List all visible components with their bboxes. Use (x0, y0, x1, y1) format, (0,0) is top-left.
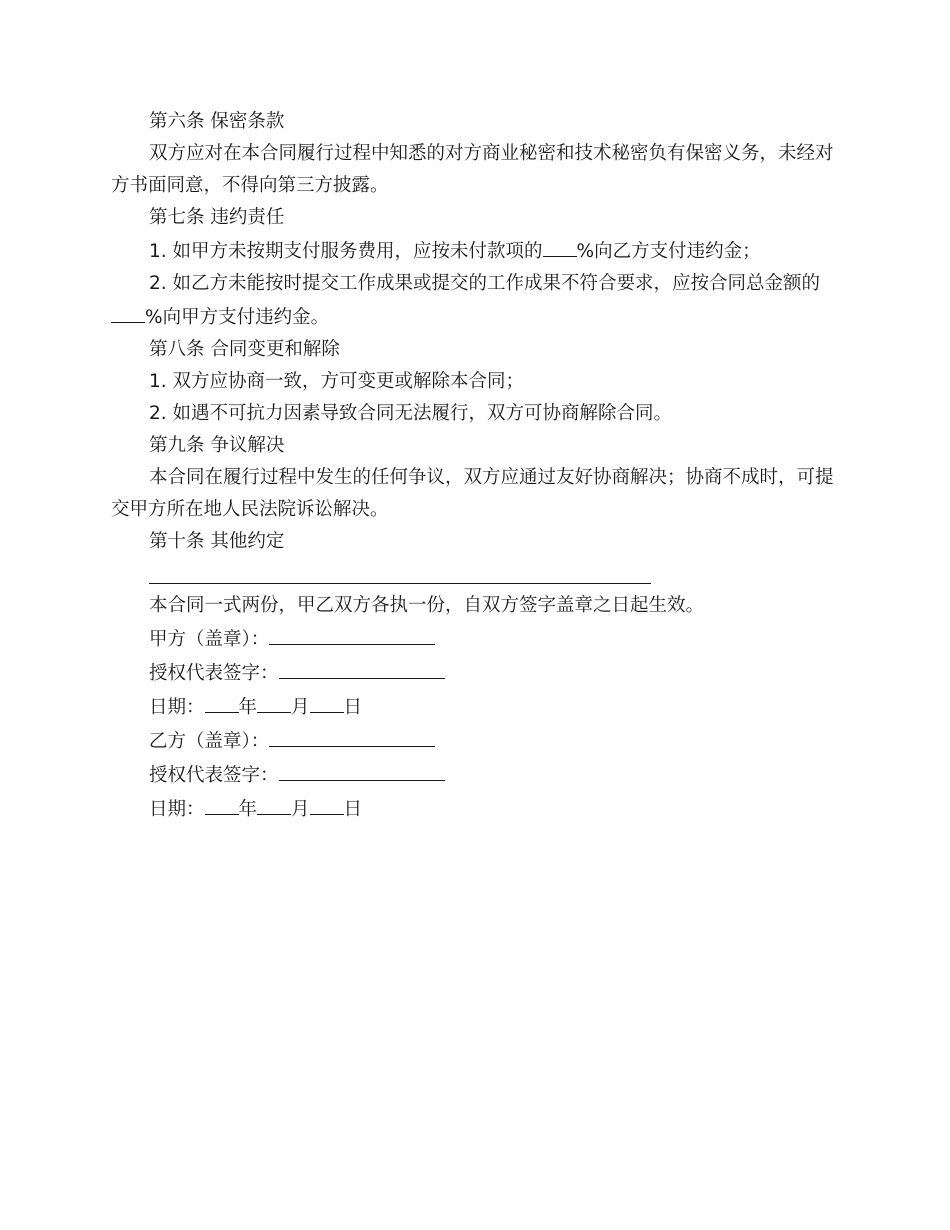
section-6-body: 双方应对在本合同履行过程中知悉的对方商业秘密和技术秘密负有保密义务，未经对方书面同意，不得向第三方披露。 (111, 143, 834, 196)
section-9-title: 第九条 争议解决 (149, 435, 285, 456)
year-label: 年 (238, 697, 258, 718)
year-label: 年 (238, 799, 258, 820)
party-b-seal-line (111, 724, 841, 758)
effect-clause: 本合同一式两份，甲乙双方各执一份，自双方签字盖章之日起生效。 (149, 595, 705, 616)
other-terms-fill-line (149, 558, 841, 590)
section-7-item-2-text-a: 2. 如乙方未能按时提交工作成果或提交的工作成果不符合要求，应按合同总金额的 (149, 273, 821, 294)
section-7-item-1-text-b: %向乙方支付违约金； (576, 241, 761, 262)
month-label: 月 (291, 799, 310, 820)
section-7-item-1 (111, 234, 841, 268)
party-b-day-blank (310, 792, 344, 815)
party-b-rep-label: 授权代表签字： (149, 765, 279, 786)
party-a-year-blank (205, 690, 239, 713)
party-a-month-blank (257, 690, 291, 713)
party-a-rep-blank (279, 656, 445, 679)
party-a-label: 甲方（盖章）： (149, 629, 270, 650)
section-10-title: 第十条 其他约定 (149, 531, 285, 552)
month-label: 月 (291, 697, 310, 718)
section-9-body: 本合同在履行过程中发生的任何争议，双方应通过友好协商解决；协商不成时，可提交甲方所在地人民法院诉讼解决。 (111, 467, 834, 520)
party-b-year-blank (205, 792, 239, 815)
party-b-month-blank (257, 792, 291, 815)
section-8-item-2: 2. 如遇不可抗力因素导致合同无法履行，双方可协商解除合同。 (149, 403, 673, 424)
penalty-percent-blank-b (111, 300, 145, 323)
fill-line-rule (149, 583, 651, 584)
party-a-date-label: 日期： (149, 697, 205, 718)
penalty-percent-blank-a (543, 234, 577, 257)
section-7-item-1-text-a: 1. 如甲方未按期支付服务费用，应按未付款项的 (149, 241, 543, 262)
party-b-date-line (111, 792, 841, 826)
section-7-item-2 (111, 268, 841, 334)
party-a-rep-label: 授权代表签字： (149, 663, 279, 684)
party-a-date-line (111, 690, 841, 724)
day-label: 日 (343, 697, 363, 718)
party-b-seal-blank (269, 724, 435, 747)
section-8-title: 第八条 合同变更和解除 (149, 339, 340, 360)
party-a-rep-line (111, 656, 841, 690)
party-b-label: 乙方（盖章）： (149, 731, 270, 752)
contract-page (111, 106, 841, 826)
party-a-seal-line (111, 622, 841, 656)
section-6-title: 第六条 保密条款 (149, 111, 285, 132)
party-b-rep-blank (279, 758, 445, 781)
section-7-title: 第七条 违约责任 (149, 207, 285, 228)
party-b-rep-line (111, 758, 841, 792)
section-8-item-1: 1. 双方应协商一致，方可变更或解除本合同； (149, 371, 525, 392)
section-7-item-2-text-b: %向甲方支付违约金。 (145, 307, 330, 328)
party-a-seal-blank (269, 622, 435, 645)
party-b-date-label: 日期： (149, 799, 205, 820)
day-label: 日 (343, 799, 363, 820)
party-a-day-blank (310, 690, 344, 713)
